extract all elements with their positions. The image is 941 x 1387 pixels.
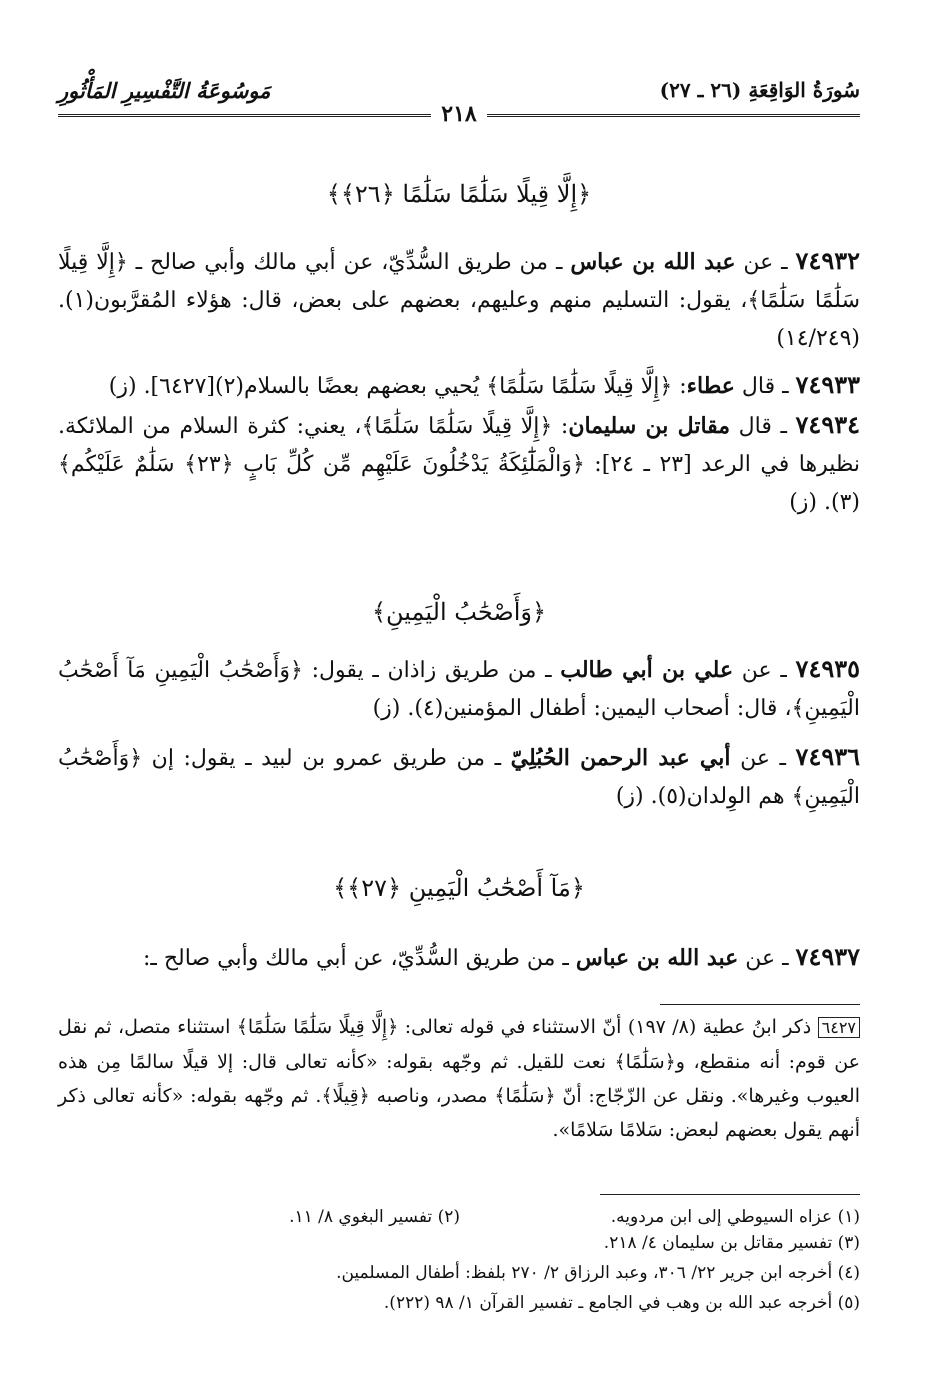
narration-74934 (58, 406, 860, 522)
verse-heading-27b: ﴿مَآ أَصْحَٰبُ الْيَمِينِ ﴿٢٧﴾﴾ (333, 874, 585, 902)
scholarly-note (58, 1010, 860, 1147)
footnote-4: (٤) أخرجه ابن جرير ٢٢/ ٣٠٦، وعبد الرزاق ٢/ ٢٧٠ بلفظ: أطفال المسلمين. (336, 1263, 860, 1283)
narration-prefix: ـ عن (730, 746, 796, 771)
note-tag: ٦٤٢٧ (818, 1017, 860, 1038)
narration-prefix: ـ عن (738, 946, 796, 971)
narration-74936 (58, 738, 860, 816)
narration-prefix: ـ قال (730, 414, 796, 439)
narration-number: ٧٤٩٣٢ (795, 246, 860, 275)
narration-number: ٧٤٩٣٥ (795, 654, 860, 683)
page-number: ٢١٨ (431, 101, 486, 127)
narrator-name: عبد الله بن عباس (570, 249, 736, 275)
footnote-separator (600, 1194, 860, 1195)
narration-text: : ﴿إِلَّا قِيلًا سَلَٰمًا سَلَٰمًا﴾ يُحيي بعضهم بعضًا بالسلام(٢)[٦٤٢٧]. (ز) (108, 374, 687, 399)
narration-prefix: ـ عن (735, 250, 796, 275)
narration-prefix: ـ عن (733, 658, 796, 683)
page-number-wrap (58, 101, 860, 140)
note-separator (660, 1004, 860, 1005)
narration-74932 (58, 242, 860, 358)
narration-text: ـ من طريق السُّدِّيّ، عن أبي مالك وأبي صالح ـ: (142, 946, 576, 971)
narration-74935 (58, 650, 860, 728)
book-page (58, 70, 860, 1370)
narration-number: ٧٤٩٣٧ (795, 942, 860, 971)
footnote-1: (١) عزاه السيوطي إلى ابن مردويه. (610, 1207, 860, 1227)
surah-title: سُورَةُ الوَاقِعَةِ (٢٦ ـ ٢٧) (659, 78, 860, 102)
footnote-5: (٥) أخرجه عبد الله بن وهب في الجامع ـ تفسير القرآن ١/ ٩٨ (٢٢٢). (383, 1293, 860, 1313)
narration-number: ٧٤٩٣٤ (795, 410, 860, 439)
narration-text: ـ من طريق زاذان ـ يقول: ﴿وَأَصْحَٰبُ الْيَمِينِ مَآ أَصْحَٰبُ الْيَمِينِ﴾، قال: أصحاب اليمين: أطفال المؤمنين(٤). (ز) (58, 658, 860, 721)
verse-heading-26: ﴿إِلَّا قِيلًا سَلَٰمًا سَلَٰمًا ﴿٢٦﴾﴾ (326, 180, 592, 208)
narration-74933 (58, 366, 860, 406)
footnote-2: (٢) تفسير البغوي ٨/ ١١. (289, 1207, 460, 1227)
narrator-name: علي بن أبي طالب (560, 657, 734, 683)
narration-number: ٧٤٩٣٣ (795, 370, 860, 399)
narration-text: : ﴿إِلَّا قِيلًا سَلَٰمًا سَلَٰمًا﴾، يعني: كثرة السلام من الملائكة. نظيرها في الرعد [٢٣ ـ ٢٤]: ﴿وَالْمَلَٰٓئِكَةُ يَدْخُلُونَ عَلَيْهِم مِّن كُلِّ بَابٍ ﴿٢٣﴾ سَلَٰمٌ عَلَيْكُم﴾(٣). (ز) (58, 414, 861, 515)
narrator-name: مقاتل بن سليمان (568, 413, 731, 439)
verse-heading-27a: ﴿وَأَصْحَٰبُ الْيَمِينِ﴾ (371, 598, 547, 626)
narration-74937 (58, 938, 860, 978)
narrator-name: عطاء (686, 373, 735, 399)
footnote-3: (٣) تفسير مقاتل بن سليمان ٤/ ٢١٨. (603, 1233, 860, 1253)
note-text: ذكر ابنُ عطية (٨/ ١٩٧) أنّ الاستثناء في قوله تعالى: ﴿إِلَّا قِيلًا سَلَٰمًا سَلَٰمًا﴾ استثناء متصل، ثم نقل عن قوم: أنه منقطع، و﴿سَلَٰمًا﴾ نعت للقيل. ثم وجّهه بقوله: «كأنه تعالى قال: إلا قيلًا سالمًا مِن هذه العيوب وغيرها». ونقل عن الزّجّاج: أنّ ﴿سَلَٰمًا﴾ مصدر، وناصبه ﴿قِيلًا﴾. ثم وجّهه بقوله: «كأنه تعالى ذكر أنهم يقول بعضهم لبعض: سَلامًا سَلامًا». (58, 1016, 860, 1141)
running-header (58, 78, 860, 127)
narration-number: ٧٤٩٣٦ (795, 742, 860, 771)
narrator-name: أبي عبد الرحمن الحُبُلِيّ (510, 745, 731, 771)
narrator-name: عبد الله بن عباس (575, 945, 739, 971)
narration-text: ـ من طريق عمرو بن لبيد ـ يقول: إن ﴿وَأَصْحَٰبُ الْيَمِينِ﴾ هم الوِلدان(٥). (ز) (58, 746, 860, 809)
book-title: مَوسُوعَةُ التَّفْسِيرِ المَأْثُورِ (58, 78, 271, 103)
narration-prefix: ـ قال (734, 374, 796, 399)
narration-text: ـ من طريق السُّدِّيّ، عن أبي مالك وأبي صالح ـ ﴿إِلَّا قِيلًا سَلَٰمًا سَلَٰمًا﴾، يقول: التسليم منهم وعليهم، بعضهم على بعض، قال: هؤلاء المُقرَّبون(١). (١٤/٢٤٩) (58, 250, 860, 351)
